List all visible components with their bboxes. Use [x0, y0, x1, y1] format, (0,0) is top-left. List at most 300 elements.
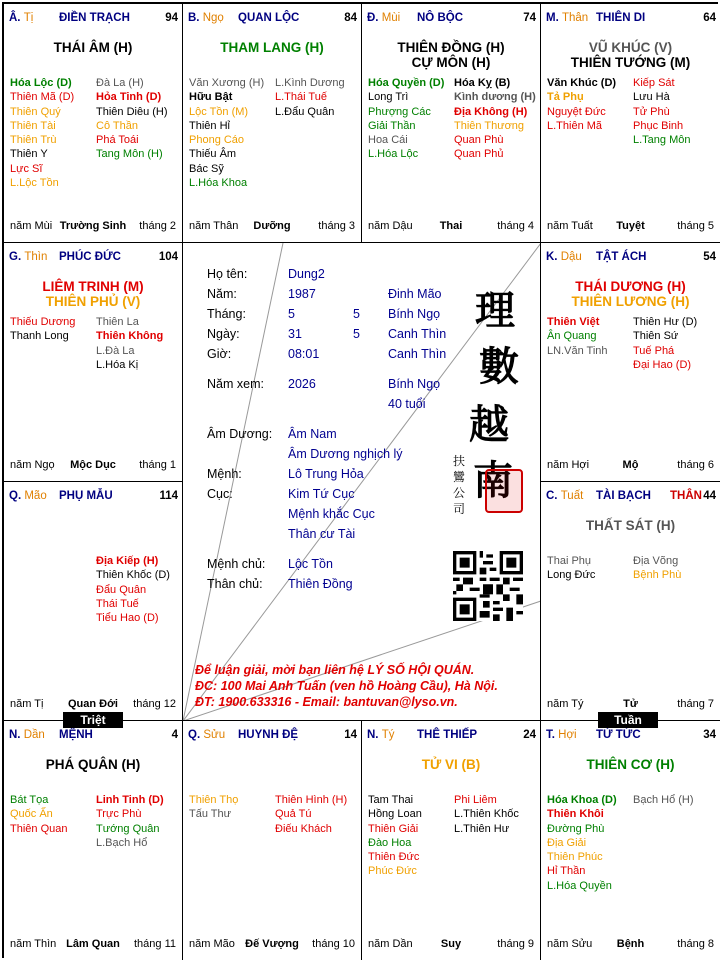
palace-number: 84	[344, 12, 357, 24]
minor-star[interactable]: Thiên La	[96, 316, 139, 328]
minor-star[interactable]: L.Lộc Tồn	[10, 177, 59, 190]
main-star[interactable]: THÁI DƯƠNG (H)	[575, 279, 686, 294]
minor-star[interactable]: Tấu Thư	[189, 808, 232, 821]
minor-star[interactable]: Thiên Đức	[368, 851, 420, 864]
palace-number: 114	[159, 490, 178, 502]
minor-star[interactable]: Địa Giải	[547, 836, 587, 849]
palace-footer	[368, 938, 534, 950]
palace-header	[188, 12, 357, 26]
palace-hoi[interactable]	[541, 721, 720, 960]
minor-star[interactable]: Kình dương (H)	[454, 91, 536, 104]
minor-star[interactable]: Tiểu Hao (D)	[96, 612, 159, 625]
minor-star[interactable]: Hóa Khoa (D)	[547, 794, 617, 806]
minor-star[interactable]: Quan Phủ	[454, 148, 504, 161]
qr-code-icon	[453, 551, 523, 621]
minor-star[interactable]: Thiên Khôi	[547, 808, 604, 821]
palace-year: năm Tý	[547, 698, 584, 710]
minor-star[interactable]: L.Tang Môn	[633, 134, 691, 147]
palace-header	[9, 729, 178, 743]
palace-year: năm Mùi	[10, 220, 53, 232]
stars-right-column	[96, 793, 182, 850]
palace-footer	[10, 698, 176, 710]
ho-ten-value: Dung2	[288, 267, 325, 281]
main-star[interactable]: THIÊN PHỦ (V)	[45, 294, 141, 309]
minor-star[interactable]: Thiên Giải	[368, 822, 419, 835]
palace-footer	[10, 938, 176, 950]
main-star[interactable]: THÁI ÂM (H)	[53, 40, 133, 55]
minor-star[interactable]: Hóa Kỵ (B)	[454, 77, 511, 89]
minor-star[interactable]: Bác Sỹ	[189, 162, 224, 175]
palace-can: C.	[546, 490, 558, 502]
palace-can: Q.	[188, 729, 201, 741]
palace-can: T.	[546, 729, 555, 741]
minor-star[interactable]: Thiên Thương	[454, 119, 525, 132]
palace-chi: Dậu	[560, 251, 582, 263]
minor-star[interactable]: Hữu Bật	[189, 91, 233, 104]
gio-label: Giờ:	[207, 347, 232, 361]
palace-month: tháng 12	[133, 698, 176, 710]
stars-right-column	[633, 76, 719, 147]
tuoi-value: 40 tuổi	[388, 397, 426, 411]
am-duong-value-2: Âm Dương nghịch lý	[288, 447, 403, 461]
palace-number: 24	[523, 729, 536, 741]
stars-right-column	[96, 76, 182, 162]
ngay-value: 31	[288, 327, 302, 341]
minor-star[interactable]: Hoa Cái	[368, 134, 408, 147]
stars-right-column	[454, 76, 540, 162]
palace-footer	[189, 938, 355, 950]
main-stars	[362, 757, 540, 772]
minor-star[interactable]: Giải Thần	[368, 119, 416, 132]
seal-stamp	[485, 469, 523, 513]
palace-footer	[368, 220, 534, 232]
palace-name: PHÚC ĐỨC	[59, 251, 121, 263]
palace-name: TỬ TỨC	[596, 729, 641, 741]
contact-line-2: ĐC: 100 Mai Anh Tuấn (ven hồ Hoàng Cầu), Hà Nội.	[195, 679, 498, 693]
palace-name: QUAN LỘC	[238, 12, 300, 24]
cuc-value-3: Thân cư Tài	[288, 527, 356, 541]
minor-star[interactable]: Phong Cáo	[189, 134, 245, 147]
main-stars	[541, 40, 720, 70]
palace-ti[interactable]	[362, 721, 541, 960]
minor-star[interactable]: Thái Tuế	[96, 597, 139, 610]
palace-month: tháng 5	[677, 220, 714, 232]
main-stars	[183, 40, 361, 55]
minor-star[interactable]: L.Thiên Hư	[454, 822, 510, 835]
minor-star[interactable]: Thiên Khốc (D)	[96, 569, 170, 582]
minor-star[interactable]: Lộc Tồn (M)	[189, 105, 249, 118]
palace-month: tháng 10	[312, 938, 355, 950]
contact-line-3: ĐT: 1900.633316 - Email: bantuvan@lyso.vn.	[195, 695, 458, 709]
stars-right-column	[275, 76, 361, 119]
minor-star[interactable]: Thiên Sứ	[633, 330, 679, 343]
palace-can: Q.	[9, 490, 22, 502]
palace-footer	[547, 459, 714, 471]
palace-stage: Trường Sinh	[59, 220, 127, 232]
minor-star[interactable]: Đào Hoa	[368, 836, 412, 849]
nam-value: 1987	[288, 287, 316, 301]
seal-char-2: 數	[479, 343, 519, 390]
minor-star[interactable]: Hóa Quyền (D)	[368, 77, 445, 89]
thang-am: 5	[353, 307, 360, 321]
palace-chi: Mão	[24, 490, 47, 502]
palace-name: NÔ BỘC	[417, 12, 463, 24]
minor-star[interactable]: Thiên Y	[10, 148, 48, 161]
stars-right-column	[454, 793, 540, 836]
thang-can-chi: Bính Ngọ	[388, 307, 441, 321]
stars-right-column	[633, 793, 719, 807]
palace-can: G.	[9, 251, 22, 263]
minor-star[interactable]: Phá Toái	[96, 134, 139, 147]
palace-number: 104	[158, 251, 178, 263]
stars-left-column	[10, 315, 96, 344]
minor-star[interactable]: Đà La (H)	[96, 77, 144, 89]
palace-year: năm Dần	[368, 938, 413, 950]
minor-star[interactable]: Hóa Lộc (D)	[10, 77, 72, 89]
ngay-label: Ngày:	[207, 327, 240, 341]
tu-vi-chart	[2, 2, 718, 958]
palace-stage: Mộ	[622, 459, 639, 471]
minor-star[interactable]: Thiên Quý	[10, 105, 61, 118]
minor-star[interactable]: Thiên Việt	[547, 316, 600, 328]
minor-star[interactable]: L.Thái Tuế	[275, 91, 327, 104]
palace-number: 74	[523, 12, 536, 24]
triet-badge: Triệt	[63, 712, 123, 728]
menh-chu-label: Mệnh chủ:	[207, 557, 266, 571]
tuan-badge: Tuần	[598, 712, 658, 728]
center-panel	[183, 243, 541, 721]
palace-can: M.	[546, 12, 559, 24]
palace-footer	[10, 220, 176, 232]
main-star[interactable]: THẤT SÁT (H)	[585, 518, 676, 533]
main-stars	[541, 757, 720, 772]
gio-value: 08:01	[288, 347, 320, 361]
nam-label: Năm:	[207, 287, 237, 301]
stars-left-column	[547, 76, 633, 133]
stars-left-column	[547, 315, 633, 358]
minor-star[interactable]: Tướng Quân	[96, 822, 160, 835]
than-marker: THÂN	[670, 490, 702, 502]
palace-chi: Tuất	[560, 490, 584, 502]
palace-number: 4	[171, 729, 178, 741]
stars-right-column	[275, 793, 361, 836]
palace-name: HUYNH ĐỆ	[238, 729, 299, 741]
main-star[interactable]: THIÊN TƯỚNG (M)	[570, 55, 691, 70]
minor-star[interactable]: Văn Xương (H)	[189, 77, 265, 89]
palace-chi: Tý	[381, 729, 395, 741]
minor-star[interactable]: Đẩu Quân	[96, 583, 147, 596]
palace-stage: Tử	[623, 698, 638, 710]
minor-star[interactable]: Điếu Khách	[275, 822, 332, 835]
palace-header	[546, 251, 716, 265]
side-script: 扶 鸞 公 司	[453, 454, 466, 516]
palace-can: K.	[546, 251, 558, 263]
minor-star[interactable]: Tuế Phá	[633, 344, 675, 357]
minor-star[interactable]: Quan Phù	[454, 134, 504, 147]
minor-star[interactable]: Ân Quang	[547, 330, 597, 343]
minor-star[interactable]: L.Hóa Kị	[96, 358, 139, 371]
ngay-am: 5	[353, 327, 360, 341]
minor-star[interactable]: L.Kình Dương	[275, 77, 345, 89]
palace-name: ĐIỀN TRẠCH	[59, 12, 130, 24]
seal-char-4: 南	[473, 457, 513, 504]
menh-chu-value: Lộc Tồn	[288, 557, 333, 571]
cuc-value-2: Mệnh khắc Cục	[288, 507, 375, 521]
minor-star[interactable]: Nguyệt Đức	[547, 105, 606, 118]
main-star[interactable]: TỬ VI (B)	[421, 757, 481, 772]
palace-can: B.	[188, 12, 200, 24]
palace-year: năm Hợi	[547, 459, 590, 471]
palace-dan[interactable]	[4, 721, 183, 960]
minor-star[interactable]: Linh Tinh (D)	[96, 794, 164, 806]
minor-star[interactable]: Đường Phù	[547, 822, 605, 835]
palace-year: năm Mão	[189, 938, 235, 950]
palace-than[interactable]	[541, 4, 720, 243]
palace-ty[interactable]	[4, 4, 183, 243]
palace-chi: Thìn	[24, 251, 48, 263]
minor-star[interactable]: Tả Phụ	[547, 91, 584, 104]
palace-number: 54	[703, 251, 716, 263]
main-star[interactable]: THIÊN CƠ (H)	[586, 757, 675, 772]
palace-can: N.	[367, 729, 379, 741]
minor-star[interactable]: Tử Phù	[633, 105, 670, 118]
minor-star[interactable]: Thiên Mã (D)	[10, 91, 75, 104]
palace-month: tháng 11	[133, 938, 176, 950]
ho-ten-label: Họ tên:	[207, 267, 248, 281]
minor-star[interactable]: Long Đức	[547, 569, 596, 582]
palace-footer	[10, 459, 176, 471]
minor-star[interactable]: Thiên Không	[96, 330, 164, 343]
minor-star[interactable]: L.Hóa Lộc	[368, 148, 419, 161]
minor-star[interactable]: Phúc Đức	[368, 865, 417, 878]
minor-star[interactable]: Tang Môn (H)	[96, 148, 163, 161]
palace-stage: Quan Đới	[68, 698, 118, 710]
palace-chi: Dần	[23, 729, 45, 741]
minor-star[interactable]: Kiếp Sát	[633, 77, 675, 89]
palace-header	[9, 490, 178, 504]
minor-star[interactable]: Thai Phụ	[547, 555, 592, 567]
palace-year: năm Tị	[10, 698, 44, 710]
stars-right-column	[633, 315, 719, 372]
seal-char-3: 越	[469, 401, 509, 448]
palace-header	[188, 729, 357, 743]
minor-star[interactable]: Thiên Hỉ	[189, 119, 230, 132]
palace-stage: Bệnh	[616, 938, 645, 950]
menh-label: Mệnh:	[207, 467, 242, 481]
palace-stage: Thai	[439, 220, 463, 232]
minor-star[interactable]: Quả Tú	[275, 808, 312, 821]
am-duong-value: Âm Nam	[288, 427, 337, 441]
palace-name: TÀI BẠCH	[596, 490, 651, 502]
minor-star[interactable]: Hồng Loan	[368, 808, 422, 821]
palace-name: PHỤ MẪU	[59, 490, 113, 502]
minor-star[interactable]: Địa Không (H)	[454, 105, 528, 118]
minor-star[interactable]: L.Thiên Mã	[547, 119, 603, 132]
palace-header	[367, 729, 536, 743]
palace-footer	[189, 220, 355, 232]
palace-stage: Tuyệt	[616, 220, 645, 232]
palace-year: năm Tuất	[547, 220, 593, 232]
palace-header	[546, 729, 716, 743]
minor-star[interactable]: Tam Thai	[368, 794, 414, 806]
palace-header	[9, 12, 178, 26]
minor-star[interactable]: Thiên Trù	[10, 134, 57, 147]
palace-stage: Suy	[440, 938, 462, 950]
palace-year: năm Thân	[189, 220, 239, 232]
minor-star[interactable]: L.Bạch Hổ	[96, 836, 148, 849]
main-star[interactable]: VŨ KHÚC (V)	[588, 40, 673, 55]
palace-number: 44	[703, 490, 716, 502]
palace-year: năm Ngọ	[10, 459, 55, 471]
stars-right-column	[96, 315, 182, 372]
minor-star[interactable]: LN.Văn Tinh	[547, 344, 608, 357]
thang-label: Tháng:	[207, 307, 246, 321]
minor-star[interactable]: Lực Sĩ	[10, 162, 43, 175]
palace-name: MỆNH	[59, 729, 93, 741]
minor-star[interactable]: Bát Tọa	[10, 794, 49, 806]
palace-thin[interactable]	[4, 243, 183, 482]
minor-star[interactable]: Hỏa Tinh (D)	[96, 91, 162, 104]
palace-year: năm Dậu	[368, 220, 413, 232]
palace-chi: Mùi	[381, 12, 401, 24]
palace-stage: Đế Vượng	[245, 938, 299, 950]
menh-value: Lô Trung Hỏa	[288, 467, 364, 481]
nam-xem-can-chi: Bính Ngọ	[388, 377, 441, 391]
main-stars	[4, 757, 182, 772]
minor-star[interactable]: Thiếu Dương	[10, 316, 76, 328]
main-star[interactable]: THIÊN LƯƠNG (H)	[571, 294, 690, 309]
seal-char-1: 理	[475, 287, 515, 334]
palace-suu[interactable]	[183, 721, 362, 960]
am-duong-label: Âm Dương:	[207, 427, 273, 441]
minor-star[interactable]: Đại Hao (D)	[633, 358, 692, 371]
palace-year: năm Thìn	[10, 938, 57, 950]
palace-can: N.	[9, 729, 21, 741]
minor-star[interactable]: L.Đà La	[96, 344, 135, 357]
palace-month: tháng 8	[677, 938, 714, 950]
minor-star[interactable]: Phượng Các	[368, 105, 431, 118]
minor-star[interactable]: Thiên Tài	[10, 119, 56, 132]
palace-ngo[interactable]	[183, 4, 362, 243]
minor-star[interactable]: L.Hóa Quyền	[547, 879, 612, 892]
minor-star[interactable]: Thiên Diêu (H)	[96, 105, 168, 118]
main-star[interactable]: CỰ MÔN (H)	[411, 55, 491, 70]
palace-name: THIÊN DI	[596, 12, 646, 24]
minor-star[interactable]: Địa Võng	[633, 555, 679, 567]
main-star[interactable]: THIÊN ĐỒNG (H)	[397, 40, 505, 55]
main-stars	[541, 279, 720, 309]
palace-dau[interactable]	[541, 243, 720, 482]
palace-footer	[547, 938, 714, 950]
palace-stage: Dưỡng	[253, 220, 291, 232]
minor-star[interactable]: Trực Phù	[96, 808, 142, 821]
palace-stage: Lâm Quan	[66, 938, 120, 950]
palace-year: năm Sửu	[547, 938, 593, 950]
palace-month: tháng 1	[139, 459, 176, 471]
main-star[interactable]: LIÊM TRINH (M)	[42, 279, 144, 294]
minor-star[interactable]: Cô Thần	[96, 119, 138, 132]
gio-can-chi: Canh Thìn	[388, 347, 447, 361]
main-stars	[541, 518, 720, 533]
contact-line-1: Để luận giải, mời bạn liên hệ LÝ SỐ HỘI QUÁN.	[195, 663, 475, 677]
nam-can-chi: Đinh Mão	[388, 287, 442, 301]
minor-star[interactable]: Thiên Thọ	[189, 794, 239, 806]
minor-star[interactable]: Hỉ Thần	[547, 865, 586, 878]
minor-star[interactable]: Thiên Phúc	[547, 851, 603, 864]
minor-star[interactable]: Phi Liêm	[454, 794, 497, 806]
palace-chi: Sửu	[203, 729, 226, 741]
thang-value: 5	[288, 307, 295, 321]
cuc-label: Cục:	[207, 487, 233, 501]
main-stars	[362, 40, 540, 70]
main-stars	[4, 279, 182, 309]
stars-right-column	[96, 554, 182, 625]
palace-name: TẬT ÁCH	[596, 251, 647, 263]
minor-star[interactable]: Phục Binh	[633, 119, 684, 132]
nam-xem-label: Năm xem:	[207, 377, 264, 391]
palace-footer	[547, 698, 714, 710]
palace-chi: Ngọ	[202, 12, 224, 24]
cuc-value: Kim Tứ Cục	[288, 487, 355, 501]
minor-star[interactable]: Thiếu Âm	[189, 148, 237, 161]
palace-month: tháng 2	[139, 220, 176, 232]
stars-left-column	[189, 76, 275, 190]
main-star[interactable]: PHÁ QUÂN (H)	[45, 757, 141, 772]
palace-number: 64	[703, 12, 716, 24]
palace-can: Đ.	[367, 12, 379, 24]
minor-star[interactable]: Thiên Hư (D)	[633, 316, 698, 328]
minor-star[interactable]: Bệnh Phù	[633, 569, 682, 582]
palace-number: 94	[165, 12, 178, 24]
than-chu-value: Thiên Đồng	[288, 577, 353, 591]
main-star[interactable]: THAM LANG (H)	[220, 40, 324, 55]
palace-month: tháng 7	[677, 698, 714, 710]
minor-star[interactable]: L.Hóa Khoa	[189, 177, 248, 190]
palace-number: 34	[703, 729, 716, 741]
minor-star[interactable]: Long Trì	[368, 91, 409, 104]
palace-header	[9, 251, 178, 265]
palace-tuat[interactable]	[541, 482, 720, 721]
palace-footer	[547, 220, 714, 232]
minor-star[interactable]: Bạch Hổ (H)	[633, 794, 694, 806]
palace-mao[interactable]	[4, 482, 183, 721]
minor-star[interactable]: Thiên Quan	[10, 822, 68, 835]
stars-left-column	[547, 554, 633, 583]
than-chu-label: Thân chủ:	[207, 577, 263, 591]
stars-right-column	[633, 554, 719, 583]
palace-chi: Tị	[23, 12, 34, 24]
palace-month: tháng 4	[497, 220, 534, 232]
palace-mui[interactable]	[362, 4, 541, 243]
ngay-can-chi: Canh Thìn	[388, 327, 447, 341]
palace-month: tháng 3	[318, 220, 355, 232]
palace-header	[546, 490, 716, 504]
palace-header	[367, 12, 536, 26]
minor-star[interactable]: Quốc Ấn	[10, 808, 53, 821]
minor-star[interactable]: Lưu Hà	[633, 91, 670, 104]
palace-stage: Mộc Dục	[70, 459, 116, 471]
palace-chi: Hợi	[558, 729, 577, 741]
palace-can: Â.	[9, 12, 21, 24]
minor-star[interactable]: Văn Khúc (D)	[547, 77, 617, 89]
palace-name: THÊ THIẾP	[417, 729, 478, 741]
minor-star[interactable]: Địa Kiếp (H)	[96, 555, 159, 567]
stars-left-column	[368, 76, 454, 162]
minor-star[interactable]: L.Đẩu Quân	[275, 105, 335, 118]
minor-star[interactable]: L.Thiên Khốc	[454, 808, 519, 821]
minor-star[interactable]: Thanh Long	[10, 330, 69, 343]
minor-star[interactable]: Thiên Hình (H)	[275, 794, 348, 806]
